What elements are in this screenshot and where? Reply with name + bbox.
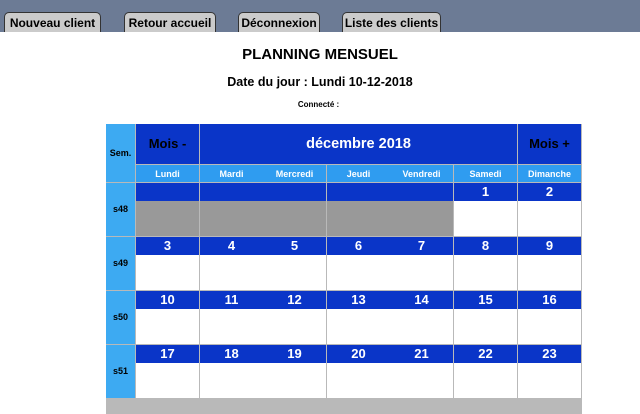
day-cell[interactable] bbox=[327, 255, 390, 290]
day-header: Lundi bbox=[136, 165, 199, 182]
day-cell[interactable] bbox=[518, 255, 581, 290]
day-number: 18 bbox=[200, 345, 263, 363]
monthly-calendar bbox=[106, 124, 582, 414]
day-number bbox=[136, 183, 199, 201]
day-number: 5 bbox=[263, 237, 326, 255]
day-number: 3 bbox=[136, 237, 199, 255]
new-client-button[interactable]: Nouveau client bbox=[4, 12, 101, 32]
connected-user-line bbox=[0, 100, 640, 109]
day-header: Vendredi bbox=[390, 165, 453, 182]
day-number: 16 bbox=[518, 291, 581, 309]
day-cell-outside-month bbox=[390, 201, 453, 236]
day-cell[interactable] bbox=[454, 363, 517, 398]
day-cell[interactable] bbox=[136, 309, 199, 344]
day-cell[interactable] bbox=[390, 309, 453, 344]
day-header: Dimanche bbox=[518, 165, 581, 182]
week-number: s49 bbox=[106, 237, 135, 290]
day-cell[interactable] bbox=[136, 255, 199, 290]
day-cell[interactable] bbox=[454, 201, 517, 236]
day-number: 7 bbox=[390, 237, 453, 255]
day-number: 15 bbox=[454, 291, 517, 309]
day-number: 13 bbox=[327, 291, 390, 309]
day-number: 4 bbox=[200, 237, 263, 255]
day-number: 23 bbox=[518, 345, 581, 363]
day-header: Jeudi bbox=[327, 165, 390, 182]
day-number: 14 bbox=[390, 291, 453, 309]
day-number: 21 bbox=[390, 345, 453, 363]
day-number: 19 bbox=[263, 345, 326, 363]
day-number: 8 bbox=[454, 237, 517, 255]
day-cell-outside-month bbox=[263, 201, 326, 236]
day-number: 17 bbox=[136, 345, 199, 363]
day-cell[interactable] bbox=[263, 255, 326, 290]
day-cell-outside-month bbox=[200, 201, 263, 236]
client-list-button[interactable]: Liste des clients bbox=[342, 12, 441, 32]
day-number bbox=[390, 183, 453, 201]
day-cell[interactable] bbox=[454, 255, 517, 290]
month-title: décembre 2018 bbox=[200, 124, 517, 164]
day-cell[interactable] bbox=[136, 363, 199, 398]
day-cell[interactable] bbox=[390, 363, 453, 398]
day-cell[interactable] bbox=[200, 255, 263, 290]
day-number bbox=[263, 183, 326, 201]
day-cell-outside-month bbox=[327, 201, 390, 236]
connected-label: Connecté : bbox=[297, 100, 340, 109]
day-number: 20 bbox=[327, 345, 390, 363]
day-cell[interactable] bbox=[263, 363, 326, 398]
day-cell[interactable] bbox=[454, 309, 517, 344]
day-cell[interactable] bbox=[390, 255, 453, 290]
previous-month-button[interactable]: Mois - bbox=[136, 124, 199, 164]
day-number: 6 bbox=[327, 237, 390, 255]
day-header: Samedi bbox=[454, 165, 517, 182]
page-title: PLANNING MENSUEL bbox=[242, 46, 398, 63]
day-number: 11 bbox=[200, 291, 263, 309]
day-number: 9 bbox=[518, 237, 581, 255]
home-button[interactable]: Retour accueil bbox=[124, 12, 216, 32]
day-cell[interactable] bbox=[200, 309, 263, 344]
day-cell[interactable] bbox=[327, 363, 390, 398]
logout-button[interactable]: Déconnexion bbox=[238, 12, 320, 32]
day-cell[interactable] bbox=[518, 363, 581, 398]
top-navigation-bar bbox=[0, 0, 640, 32]
day-number: 1 bbox=[454, 183, 517, 201]
week-column-header: Sem. bbox=[106, 124, 135, 182]
day-header: Mercredi bbox=[263, 165, 326, 182]
day-cell[interactable] bbox=[327, 309, 390, 344]
day-cell[interactable] bbox=[518, 309, 581, 344]
week-number: s48 bbox=[106, 183, 135, 236]
day-number bbox=[200, 183, 263, 201]
day-number: 22 bbox=[454, 345, 517, 363]
day-header: Mardi bbox=[200, 165, 263, 182]
day-number bbox=[327, 183, 390, 201]
week-number: s50 bbox=[106, 291, 135, 344]
day-number: 10 bbox=[136, 291, 199, 309]
day-cell[interactable] bbox=[518, 201, 581, 236]
day-number: 2 bbox=[518, 183, 581, 201]
day-cell[interactable] bbox=[200, 363, 263, 398]
current-date: Date du jour : Lundi 10-12-2018 bbox=[227, 75, 413, 89]
week-number: s51 bbox=[106, 345, 135, 398]
day-cell[interactable] bbox=[263, 309, 326, 344]
next-month-button[interactable]: Mois + bbox=[518, 124, 581, 164]
day-cell-outside-month bbox=[136, 201, 199, 236]
day-number: 12 bbox=[263, 291, 326, 309]
